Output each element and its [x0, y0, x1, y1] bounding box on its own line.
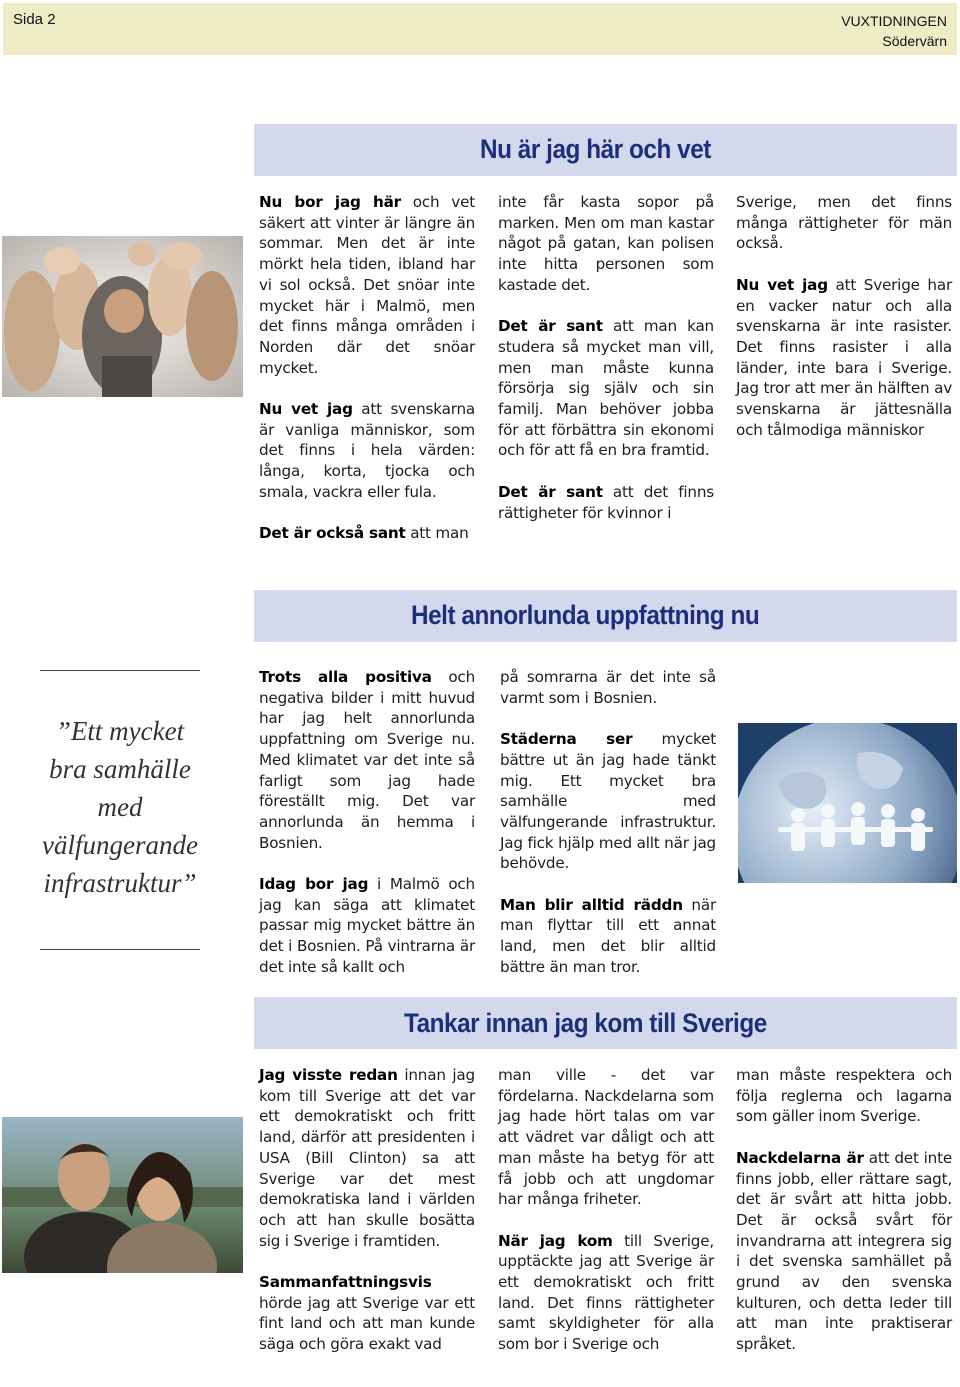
paragraph: man ville - det var fördelarna. Nackdelarna som jag hade hört talas om var att vädret var dåligt och att man måste ha betyg för att få jobb och att ungdomar har många friheter. — [498, 1066, 714, 1209]
paragraph: När jag kom till Sverige, upptäckte jag att Sverige är ett demokratiskt och fritt land. Det finns rättigheter samt skyldigheter för alla som bor i Sverige och — [498, 1231, 714, 1354]
section-1-column-1 — [259, 192, 475, 565]
paragraph: Det är sant att det finns rättigheter för kvinnor i — [498, 482, 714, 522]
section-3-title: Tankar innan jag kom till Sverige — [404, 1008, 767, 1038]
section-1-column-2 — [498, 192, 714, 544]
section-2-title: Helt annorlunda uppfattning nu — [411, 600, 760, 630]
page-number: Sida 2 — [13, 11, 56, 28]
photo-crowd-raised-hands — [2, 236, 243, 397]
paragraph: Trots alla positiva och negativa bilder i mitt huvud har jag helt annorlunda uppfattning om Sverige nu. Med klimatet var det inte så farligt som jag hade föreställt mig. Det var annorlunda än hemma i Bosnien. — [259, 668, 476, 852]
publication-edition: Södervärn — [882, 33, 947, 49]
paragraph: Städerna ser mycket bättre ut än jag hade tänkt mig. Ett mycket bra samhälle med välfungerande infrastruktur. Jag fick hjälp med allt när jag behövde. — [500, 730, 716, 873]
paragraph: Nackdelarna är att det inte finns jobb, eller rättare sagt, det är svårt att hitta jobb. Det är också svårt för invandrarna att integrera sig i det svenska samhället på grund av den svenska kulturen, och detta leder till att man inte praktiserar språket. — [736, 1148, 953, 1354]
paragraph: Det är sant att man kan studera så mycket man vill, men man måste kunna försörja sig själv och sin familj. Man behöver jobba för att förbättra sin ekonomi och för att få en bra framtid. — [498, 317, 714, 460]
publication-name: VUXTIDNINGEN — [841, 13, 947, 29]
paragraph: Nu vet jag att svenskarna är vanliga människor, som det finns i hela värden: långa, korta, tjocka och smala, vackra eller fula. — [259, 400, 476, 501]
paragraph: Sammanfattningsvis hörde jag att Sverige var ett fint land och att man kunde säga och göra exakt vad — [259, 1273, 475, 1354]
section-1-title: Nu är jag här och vet — [480, 134, 711, 164]
page-header — [3, 3, 957, 55]
paragraph: Det är också sant att man — [259, 524, 469, 543]
section-3-column-1 — [259, 1065, 475, 1376]
paragraph: Nu vet jag att Sverige har en vacker natur och alla svenskarna är inte rasister. Det finns rasister i alla länder, inte bara i Sverige. Jag tror att mer än hälften av svenskarna är jättesnälla och tålmodiga människor — [736, 275, 952, 439]
paragraph: Man blir alltid räddn när man flyttar till ett annat land, men det blir alltid bättre än man tror. — [500, 895, 716, 976]
paragraph: Nu bor jag här och vet säkert att vinter är längre än sommar. Men det är inte mörkt hela tiden, ibland har vi sol också. Det snöar inte mycket här i Malmö, men det finns många områden i Norden där det snöar mycket. — [259, 193, 475, 377]
section-2-column-2 — [500, 667, 716, 998]
paragraph: inte får kasta sopor på marken. Men om man kastar något på gatan, kan polisen inte hitta personen som kastade det. — [498, 193, 714, 294]
photo-globe-paper-people — [738, 723, 957, 883]
photo-young-couple — [2, 1117, 243, 1273]
paragraph: man måste respektera och följa reglerna och lagarna som gäller inom Sverige. — [736, 1066, 952, 1126]
section-3-column-2 — [498, 1065, 714, 1376]
publication-block — [841, 11, 947, 51]
section-1-column-3 — [736, 192, 952, 461]
paragraph: Jag visste redan innan jag kom till Sverige att det var ett demokratiskt och fritt land, därför att presidenten i USA (Bill Clinton) sa att Sverige var det mest demokratiska land i världen och att han skulle bosätta sig i Sverige i framtiden. — [259, 1066, 475, 1250]
paragraph: på somrarna är det inte så varmt som i Bosnien. — [500, 668, 716, 707]
paragraph: Sverige, men det finns många rättigheter för män också. — [736, 193, 952, 253]
pull-quote: ”Ett mycket bra samhälle med välfungerande infrastruktur” — [42, 716, 198, 898]
section-2-column-1 — [259, 667, 475, 998]
quote-rule-bottom — [40, 949, 200, 950]
paragraph: Idag bor jag i Malmö och jag kan säga att klimatet passar mig mycket bättre än det i Bosnien. På vintrarna är det inte så kallt och — [259, 875, 475, 976]
section-3-column-3 — [736, 1065, 952, 1376]
quote-rule-top — [40, 670, 200, 671]
